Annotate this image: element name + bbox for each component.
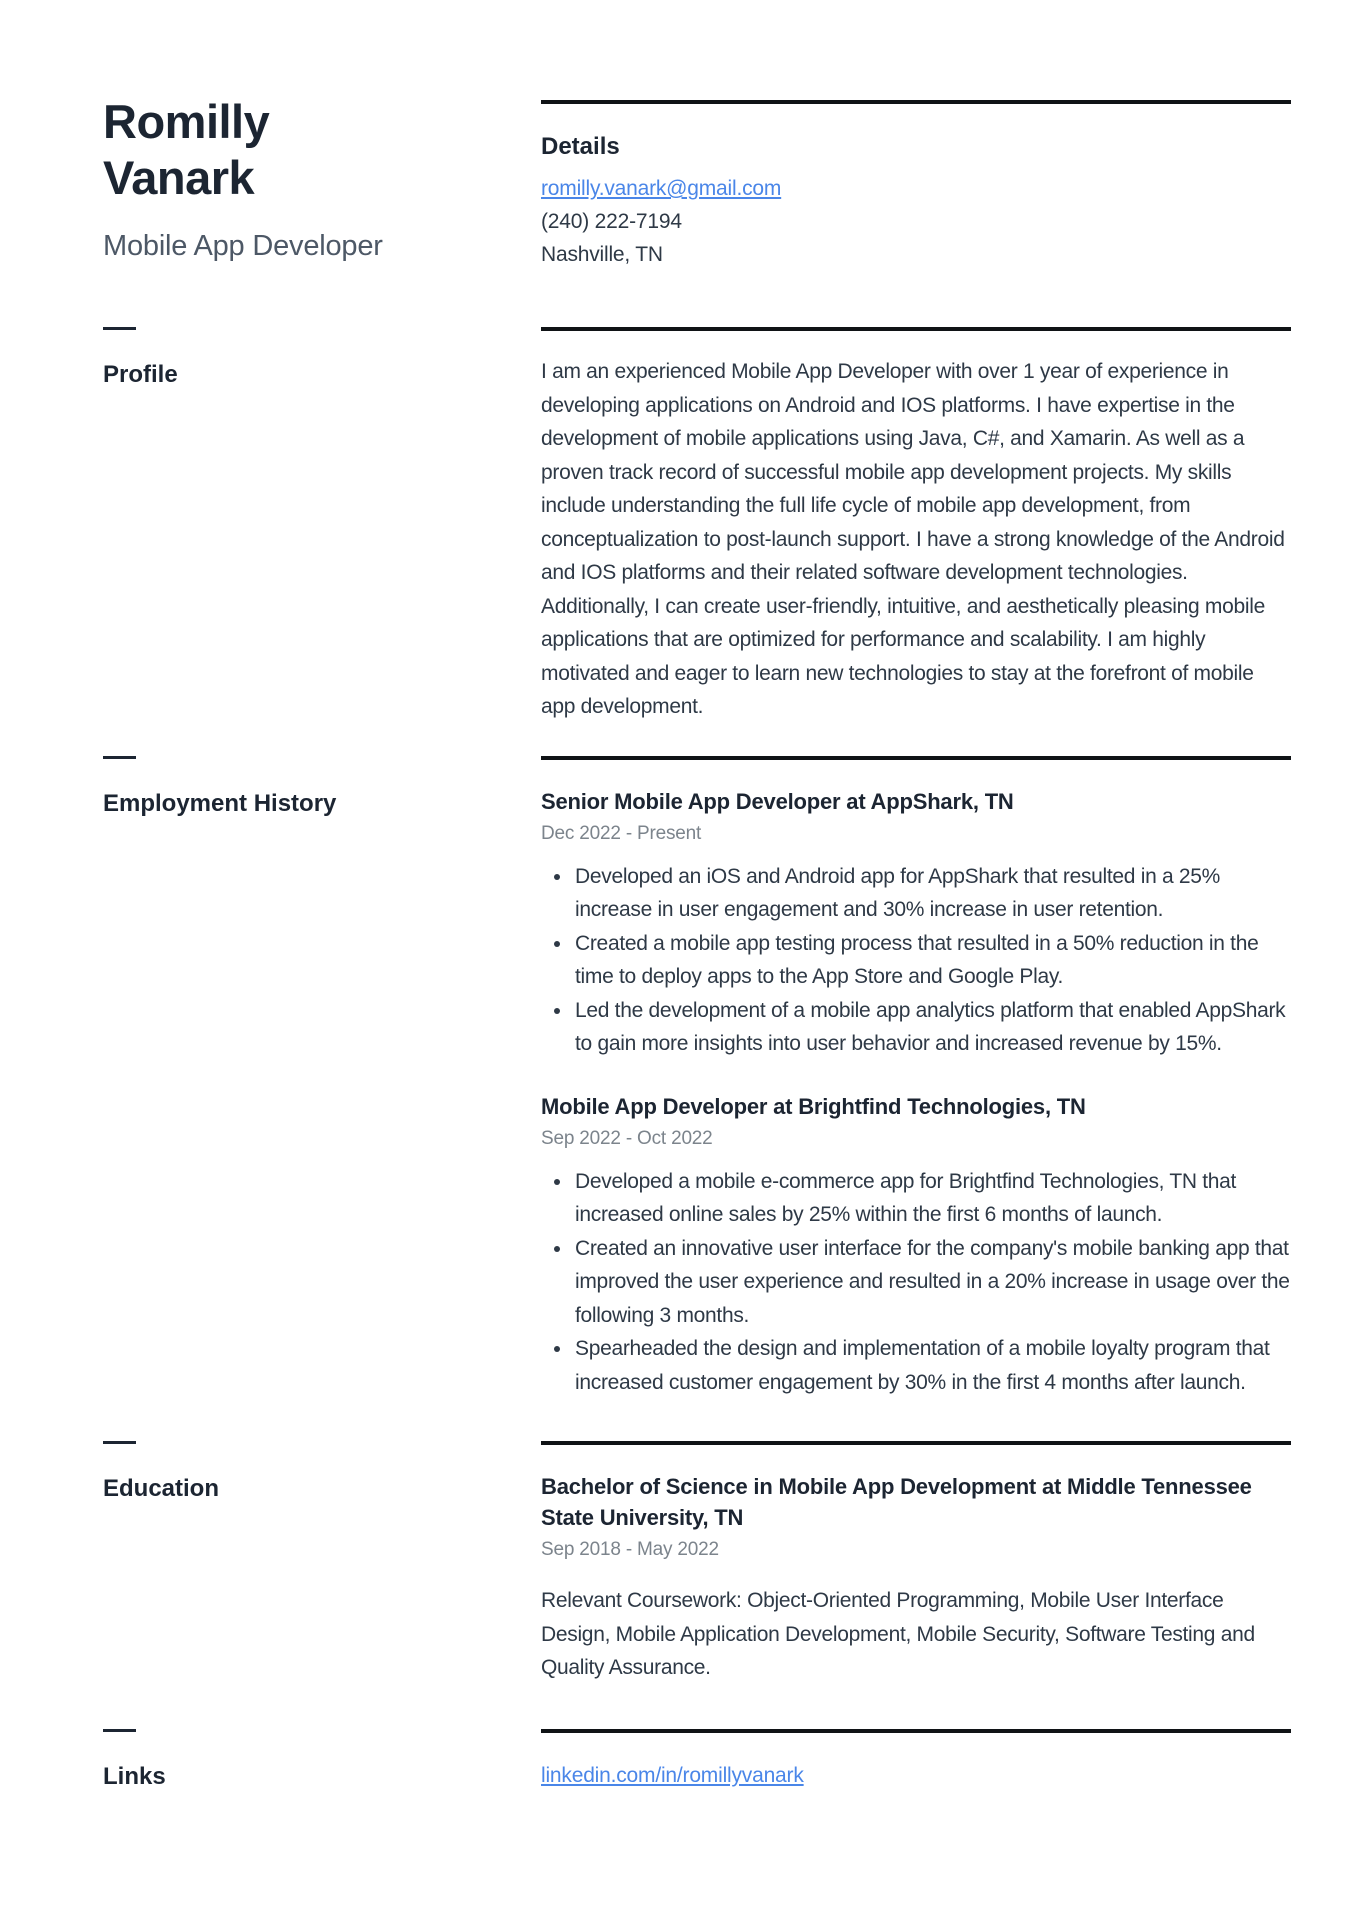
- education-label-col: [103, 1441, 541, 1504]
- header-row: [103, 95, 1291, 271]
- bullet-item: • Created a mobile app testing process that resulted in a 50% reduction in the time to deploy apps to the App Store and Google Play.: [573, 927, 1291, 994]
- job-dates: Sep 2022 - Oct 2022: [541, 1127, 713, 1149]
- job-entry: [541, 1091, 1291, 1400]
- section-rule: [541, 1729, 1291, 1733]
- bullet-item: • Created an innovative user interface for the company's mobile banking app that improved the user experience and resulted in a 20% increase in usage over the following 3 months.: [573, 1232, 1291, 1333]
- email-link[interactable]: romilly.vanark@gmail.com: [541, 177, 782, 200]
- employment-section-label: Employment History: [103, 789, 337, 817]
- job-dates: Dec 2022 - Present: [541, 822, 702, 844]
- person-job-title: Mobile App Developer: [103, 230, 383, 262]
- education-section-label: Education: [103, 1475, 220, 1502]
- job-bullet-list: [541, 1165, 1291, 1400]
- details-section: [541, 100, 1291, 271]
- section-rule: [541, 756, 1291, 760]
- label-dash: [103, 327, 136, 330]
- label-dash: [103, 1441, 136, 1444]
- details-heading: Details: [541, 133, 620, 160]
- employment-label-col: [103, 756, 541, 819]
- bullet-item: • Developed an iOS and Android app for AppShark that resulted in a 25% increase in user engagement and 30% increase in user retention.: [573, 860, 1291, 927]
- profile-row: [103, 327, 1291, 724]
- label-dash: [103, 756, 136, 759]
- job-title: Senior Mobile App Developer at AppShark, TN: [541, 788, 1014, 814]
- education-section: [541, 1441, 1291, 1685]
- job-entry: [541, 786, 1291, 1061]
- bullet-item: • Developed a mobile e-commerce app for Brightfind Technologies, TN that increased online sales by 25% within the first 6 months of launch.: [573, 1165, 1291, 1232]
- section-rule: [541, 327, 1291, 331]
- person-name: Romilly Vanark: [103, 95, 270, 204]
- profile-section: [541, 327, 1291, 724]
- header-left: [103, 95, 541, 264]
- links-label-col: [103, 1729, 541, 1792]
- bullet-item: • Spearheaded the design and implementation of a mobile loyalty program that increased customer engagement by 30% in the first 4 months after launch.: [573, 1332, 1291, 1399]
- job-title: Mobile App Developer at Brightfind Technologies, TN: [541, 1093, 1086, 1119]
- education-dates: Sep 2018 - May 2022: [541, 1539, 719, 1560]
- email-row: [541, 172, 1291, 205]
- label-dash: [103, 1729, 136, 1732]
- bullet-item: • Led the development of a mobile app analytics platform that enabled AppShark to gain more insights into user behavior and increased revenue by 15%.: [573, 994, 1291, 1061]
- education-description: Relevant Coursework: Object-Oriented Programming, Mobile User Interface Design, Mobile Application Development, Mobile Security, Software Testing and Quality Assurance.: [541, 1589, 1255, 1679]
- employment-section: [541, 756, 1291, 1400]
- profile-label-col: [103, 327, 541, 390]
- linkedin-link[interactable]: linkedin.com/in/romillyvanark: [541, 1763, 804, 1787]
- location: Nashville, TN: [541, 243, 663, 266]
- links-section: [541, 1729, 1291, 1792]
- section-rule: [541, 100, 1291, 104]
- education-row: [103, 1441, 1291, 1685]
- job-bullet-list: [541, 860, 1291, 1061]
- employment-row: [103, 756, 1291, 1400]
- profile-section-label: Profile: [103, 361, 178, 388]
- section-rule: [541, 1441, 1291, 1445]
- links-section-label: Links: [103, 1762, 166, 1790]
- degree-title: Bachelor of Science in Mobile App Development at Middle Tennessee State University, TN: [541, 1474, 1252, 1530]
- links-row: [103, 1729, 1291, 1792]
- profile-text: I am an experienced Mobile App Developer with over 1 year of experience in developing applications on Android and IOS platforms. I have expertise in the development of mobile applications using Java, C#, and Xamarin. As well as a proven track record of successful mobile app development projects. My skills include understanding the full life cycle of mobile app development, from conceptualization to post-launch support. I have a strong knowledge of the Android and IOS platforms and their related software development technologies. Additionally, I can create user-friendly, intuitive, and aesthetically pleasing mobile applications that are optimized for performance and scalability. I am highly motivated and eager to learn new technologies to stay at the forefront of mobile app development.: [541, 360, 1285, 718]
- phone-number: (240) 222-7194: [541, 210, 682, 233]
- link-row: [541, 1759, 1291, 1792]
